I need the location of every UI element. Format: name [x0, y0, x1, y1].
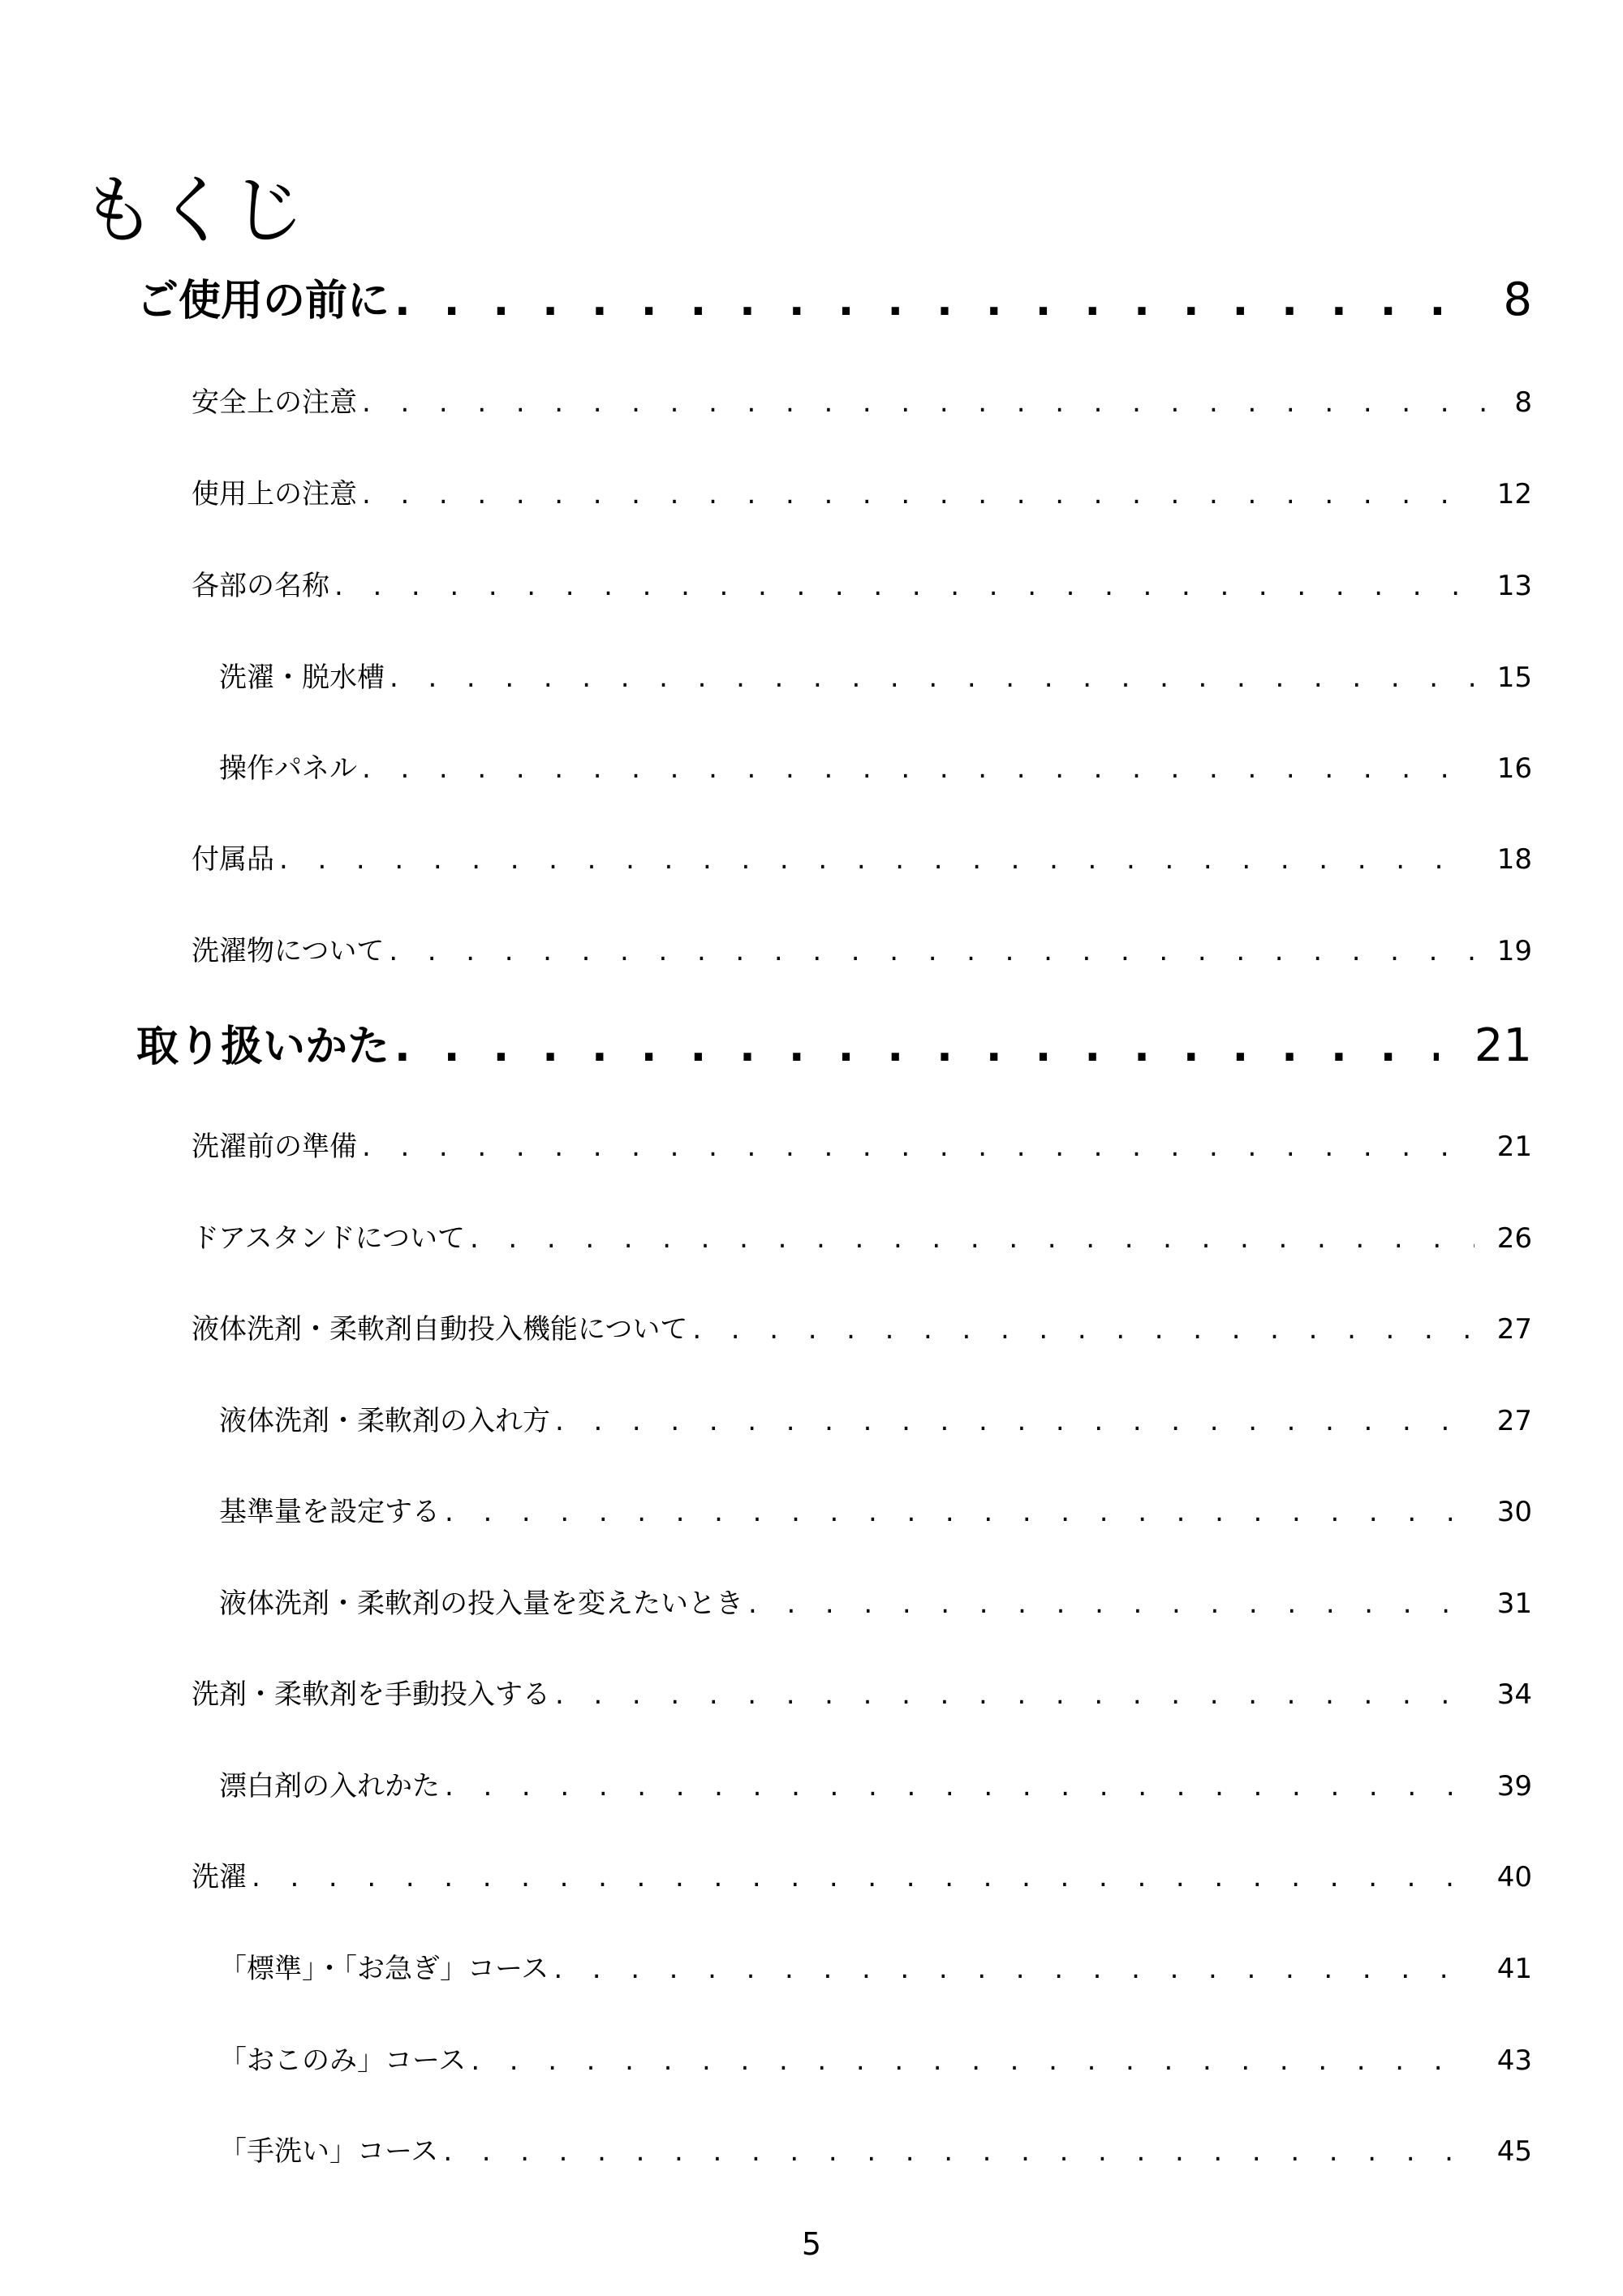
- dot-leader: [362, 470, 1474, 519]
- toc-entry[interactable]: [219, 653, 1532, 702]
- toc-entry[interactable]: [192, 835, 1532, 884]
- dot-leader: [279, 835, 1474, 884]
- toc-entry-page: 41: [1496, 1953, 1532, 1985]
- toc-entry-label: 漂白剤の入れかた: [219, 1770, 440, 1803]
- toc-entry[interactable]: [192, 378, 1532, 427]
- toc-entry[interactable]: [192, 1853, 1532, 1902]
- dot-leader: [748, 1579, 1474, 1628]
- toc-entry-label: 「標準」・「お急ぎ」コース: [219, 1953, 549, 1985]
- dot-leader: [362, 744, 1474, 793]
- toc-entry[interactable]: [192, 1670, 1532, 1719]
- toc-entry[interactable]: [192, 562, 1532, 610]
- toc-entry[interactable]: [136, 268, 1532, 333]
- dot-leader: [692, 1305, 1474, 1354]
- toc-entry-page: 16: [1496, 752, 1532, 785]
- dot-leader: [390, 653, 1474, 702]
- toc-entry[interactable]: [219, 1579, 1532, 1628]
- dot-leader: [471, 2036, 1474, 2085]
- toc-entry-label: 洗濯・脱水槽: [219, 661, 385, 694]
- toc-entry[interactable]: [136, 1014, 1532, 1079]
- toc-entry-page: 19: [1496, 935, 1532, 967]
- toc-entry-label: 使用上の注意: [192, 478, 357, 510]
- toc-entry[interactable]: [192, 1305, 1532, 1354]
- toc-entry-label: 安全上の注意: [192, 386, 357, 419]
- toc-entry[interactable]: [219, 1945, 1532, 1993]
- toc-entry-page: 18: [1496, 843, 1532, 876]
- toc-entry[interactable]: [219, 1762, 1532, 1811]
- toc-entry-page: 27: [1496, 1313, 1532, 1346]
- toc-entry-label: 液体洗剤・柔軟剤自動投入機能について: [192, 1313, 688, 1346]
- toc-entry-page: 30: [1496, 1496, 1532, 1528]
- dot-leader: [555, 1670, 1474, 1719]
- page-number: 5: [801, 2226, 822, 2262]
- toc-entry-label: 液体洗剤・柔軟剤の入れ方: [219, 1405, 550, 1437]
- dot-leader: [362, 1122, 1474, 1171]
- dot-leader: [252, 1853, 1474, 1902]
- toc-entry-page: 8: [1514, 386, 1532, 419]
- toc-entry-page: 45: [1496, 2135, 1532, 2168]
- dot-leader: [555, 1397, 1474, 1445]
- toc-entry-page: 21: [1474, 1019, 1532, 1072]
- toc-entry-label: 「おこのみ」コース: [219, 2044, 467, 2077]
- toc-entry-label: 液体洗剤・柔軟剤の投入量を変えたいとき: [219, 1587, 743, 1620]
- dot-leader: [394, 269, 1467, 334]
- toc-entry-label: 操作パネル: [219, 752, 357, 785]
- toc-entry-page: 31: [1496, 1587, 1532, 1620]
- toc-entry-label: 洗濯前の準備: [192, 1131, 357, 1163]
- toc-entry-page: 12: [1496, 478, 1532, 510]
- dot-leader: [470, 1214, 1474, 1263]
- dot-leader: [394, 1014, 1439, 1079]
- dot-leader: [443, 2127, 1474, 2176]
- toc-entry-label: 洗濯: [192, 1861, 247, 1893]
- dot-leader: [334, 562, 1474, 610]
- toc-entry-label: 各部の名称: [192, 570, 329, 602]
- toc-entry-page: 43: [1496, 2044, 1532, 2077]
- toc-entry[interactable]: [192, 927, 1532, 976]
- toc-entry[interactable]: [192, 470, 1532, 519]
- toc-entry-label: 洗濯物について: [192, 935, 385, 967]
- dot-leader: [445, 1762, 1474, 1811]
- dot-leader: [389, 927, 1474, 976]
- toc-entry-page: 39: [1496, 1770, 1532, 1803]
- page-title: もくじ: [81, 167, 306, 254]
- toc-entry-label: ご使用の前に: [136, 277, 390, 325]
- toc-entry[interactable]: [192, 1122, 1532, 1171]
- toc-entry-page: 21: [1496, 1131, 1532, 1163]
- toc-entry-label: ドアスタンドについて: [192, 1222, 465, 1255]
- dot-leader: [445, 1488, 1474, 1536]
- toc-entry-label: 付属品: [192, 843, 274, 876]
- toc-entry-label: 洗剤・柔軟剤を手動投入する: [192, 1678, 550, 1711]
- toc-entry-page: 40: [1496, 1861, 1532, 1893]
- toc-entry-page: 13: [1496, 570, 1532, 602]
- toc-entry[interactable]: [219, 2036, 1532, 2085]
- toc-entry[interactable]: [192, 1214, 1532, 1263]
- toc-entry[interactable]: [219, 1488, 1532, 1536]
- toc-entry-label: 「手洗い」コース: [219, 2135, 439, 2168]
- toc-entry-page: 15: [1496, 661, 1532, 694]
- dot-leader: [553, 1945, 1474, 1993]
- toc-entry-page: 26: [1496, 1222, 1532, 1255]
- toc-entry-label: 基準量を設定する: [219, 1496, 440, 1528]
- toc-entry-page: 34: [1496, 1678, 1532, 1711]
- dot-leader: [362, 378, 1492, 427]
- toc-entry-page: 27: [1496, 1405, 1532, 1437]
- toc-entry[interactable]: [219, 1397, 1532, 1445]
- toc-entry-label: 取り扱いかた: [136, 1023, 390, 1071]
- toc-entry[interactable]: [219, 2127, 1532, 2176]
- toc-entry-page: 8: [1503, 274, 1532, 326]
- toc-entry[interactable]: [219, 744, 1532, 793]
